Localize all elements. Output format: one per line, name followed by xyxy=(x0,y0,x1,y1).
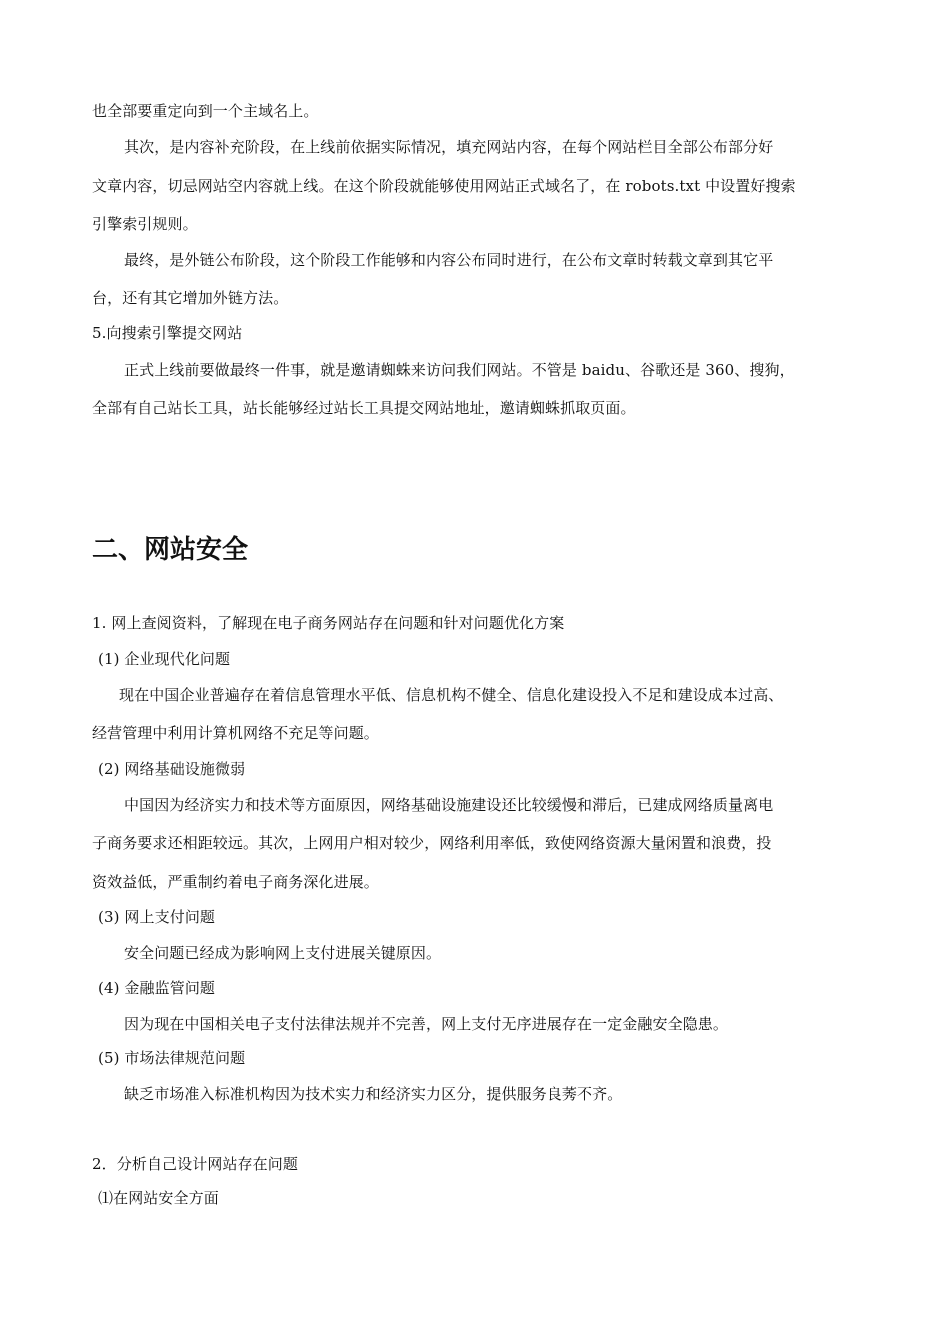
item-title: 5.向搜索引擎提交网站 xyxy=(92,324,243,342)
paragraph-line: 安全问题已经成为影响网上支付进展关键原因。 xyxy=(124,944,442,962)
paragraph-line: 中国因为经济实力和技术等方面原因，网络基础设施建设还比较缓慢和滞后，已建成网络质量离电 xyxy=(124,796,774,814)
paragraph-line: 资效益低，严重制约着电子商务深化进展。 xyxy=(92,873,379,891)
question-title: 2．分析自己设计网站存在问题 xyxy=(92,1155,298,1173)
subsection-title: (4) 金融监管问题 xyxy=(98,979,216,997)
paragraph-line: 子商务要求还相距较远。其次，上网用户相对较少，网络利用率低，致使网络资源大量闲置和浪费，投 xyxy=(92,834,772,852)
paragraph-line: 最终，是外链公布阶段，这个阶段工作能够和内容公布同时进行，在公布文章时转载文章到其它平 xyxy=(124,251,774,269)
subsection-title: (5) 市场法律规范问题 xyxy=(98,1049,246,1067)
paragraph-line: 缺乏市场准入标准机构因为技术实力和经济实力区分，提供服务良莠不齐。 xyxy=(124,1085,623,1103)
paragraph-line: 现在中国企业普遍存在着信息管理水平低、信息机构不健全、信息化建设投入不足和建设成本过高、 xyxy=(119,686,784,704)
question-title: 1. 网上查阅资料，了解现在电子商务网站存在问题和针对问题优化方案 xyxy=(92,614,565,632)
paragraph-line: 也全部要重定向到一个主域名上。 xyxy=(92,102,319,120)
paragraph-line: 正式上线前要做最终一件事，就是邀请蜘蛛来访问我们网站。不管是 baidu、谷歌还是 360、搜狗， xyxy=(124,361,795,379)
subsection-title: (1) 企业现代化问题 xyxy=(98,650,231,668)
paragraph-line: 全部有自己站长工具，站长能够经过站长工具提交网站地址，邀请蜘蛛抓取页面。 xyxy=(92,399,636,417)
paragraph-line: 引擎索引规则。 xyxy=(92,215,198,233)
paragraph-line: 经营管理中利用计算机网络不充足等问题。 xyxy=(92,724,379,742)
paragraph-line: 台，还有其它增加外链方法。 xyxy=(92,289,289,307)
paragraph-line: 因为现在中国相关电子支付法律法规并不完善，网上支付无序进展存在一定金融安全隐患。 xyxy=(124,1015,729,1033)
paragraph-line: 文章内容，切忌网站空内容就上线。在这个阶段就能够使用网站正式域名了，在 robots.txt 中设置好搜索 xyxy=(92,177,796,195)
subsection-title: (2) 网络基础设施微弱 xyxy=(98,760,246,778)
subsection-title: ⑴在网站安全方面 xyxy=(98,1189,219,1207)
section-heading: 二、网站安全 xyxy=(92,535,249,565)
subsection-title: (3) 网上支付问题 xyxy=(98,908,216,926)
paragraph-line: 其次，是内容补充阶段，在上线前依据实际情况，填充网站内容，在每个网站栏目全部公布部分好 xyxy=(124,138,774,156)
